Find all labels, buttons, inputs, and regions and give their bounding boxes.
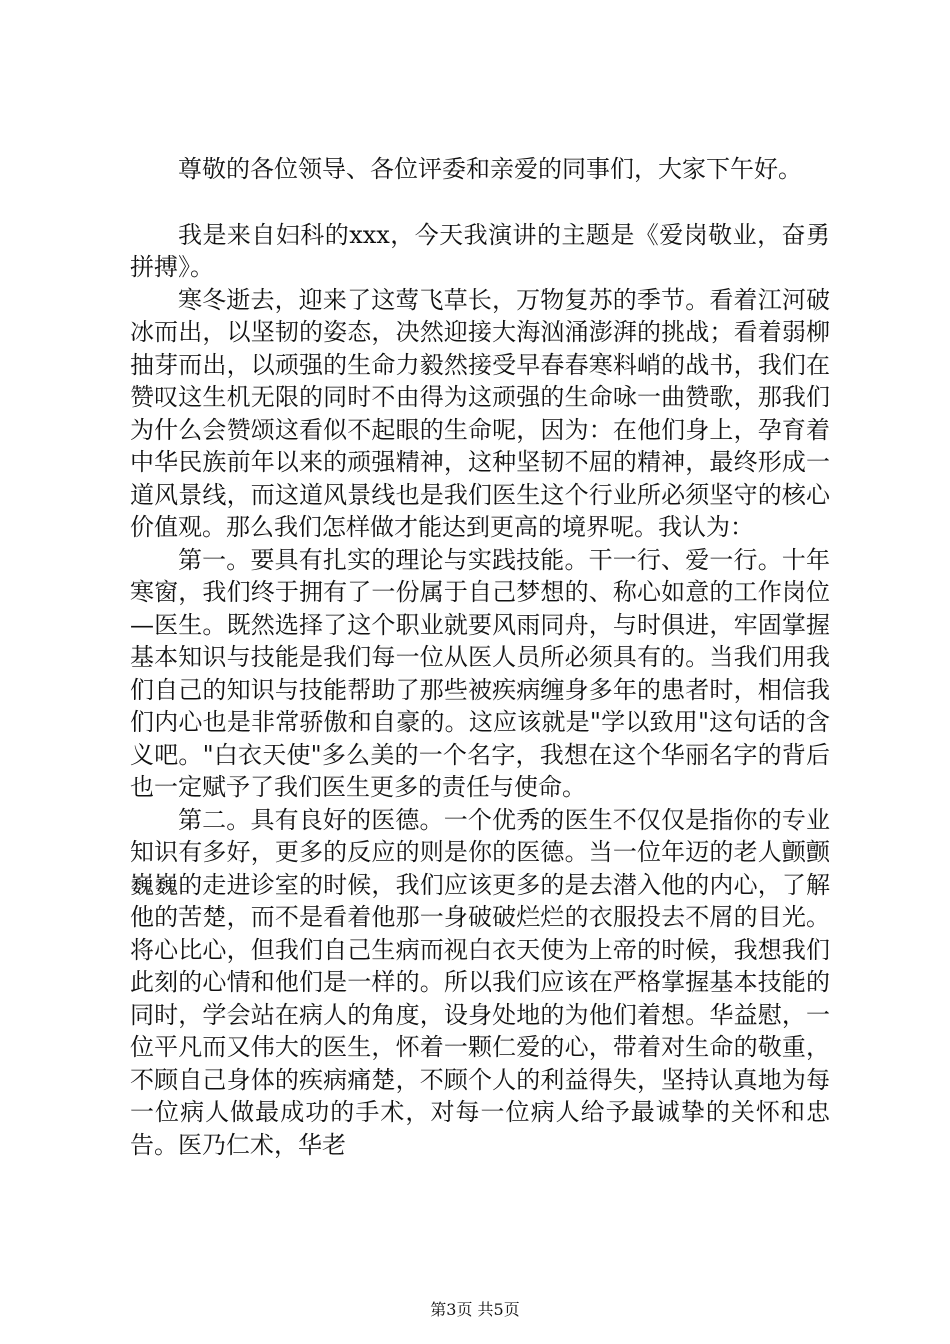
page-number-footer: 第3页 共5页	[430, 1300, 520, 1319]
document-body	[130, 153, 830, 1161]
paragraph-introduction: 我是来自妇科的xxx，今天我演讲的主题是《爱岗敬业，奋勇拼搏》。	[130, 220, 830, 281]
paragraph-point-one: 第一。要具有扎实的理论与实践技能。干一行、爱一行。十年寒窗，我们终于拥有了一份属于自己梦想的、称心如意的工作岗位—医生。既然选择了这个职业就要风雨同舟，与时俱进，牢固掌握基本知识与技能是我们每一位从医人员所必须具有的。当我们用我们自己的知识与技能帮助了那些被疾病缠身多年的患者时，相信我们内心也是非常骄傲和自豪的。这应该就是"学以致用"这句话的含义吧。"白衣天使"多么美的一个名字，我想在这个华丽名字的背后也一定赋予了我们医生更多的责任与使命。	[130, 545, 830, 801]
paragraph-opening: 寒冬逝去，迎来了这莺飞草长，万物复苏的季节。看着江河破冰而出，以坚韧的姿态，决然迎接大海汹涌澎湃的挑战；看着弱柳抽芽而出，以顽强的生命力毅然接受早春春寒料峭的战书，我们在赞叹这生机无限的同时不由得为这顽强的生命咏一曲赞歌，那我们为什么会赞颂这看似不起眼的生命呢，因为：在他们身上，孕育着中华民族前年以来的顽强精神，这种坚韧不屈的精神，最终形成一道风景线，而这道风景线也是我们医生这个行业所必须坚守的核心价值观。那么我们怎样做才能达到更高的境界呢。我认为：	[130, 285, 830, 541]
paragraph-point-two: 第二。具有良好的医德。一个优秀的医生不仅仅是指你的专业知识有多好，更多的反应的则是你的医德。当一位年迈的老人颤颤巍巍的走进诊室的时候，我们应该更多的是去潜入他的内心，了解他的苦楚，而不是看着他那一身破破烂烂的衣服投去不屑的目光。将心比心，但我们自己生病而视白衣天使为上帝的时候，我想我们此刻的心情和他们是一样的。所以我们应该在严格掌握基本技能的同时，学会站在病人的角度，设身处地的为他们着想。华益慰，一位平凡而又伟大的医生，怀着一颗仁爱的心，带着对生命的敬重，不顾自己身体的疾病痛楚，不顾个人的利益得失，坚持认真地为每一位病人做最成功的手术，对每一位病人给予最诚挚的关怀和忠告。医乃仁术，华老	[130, 805, 830, 1159]
paragraph-greeting: 尊敬的各位领导、各位评委和亲爱的同事们，大家下午好。	[178, 155, 802, 183]
